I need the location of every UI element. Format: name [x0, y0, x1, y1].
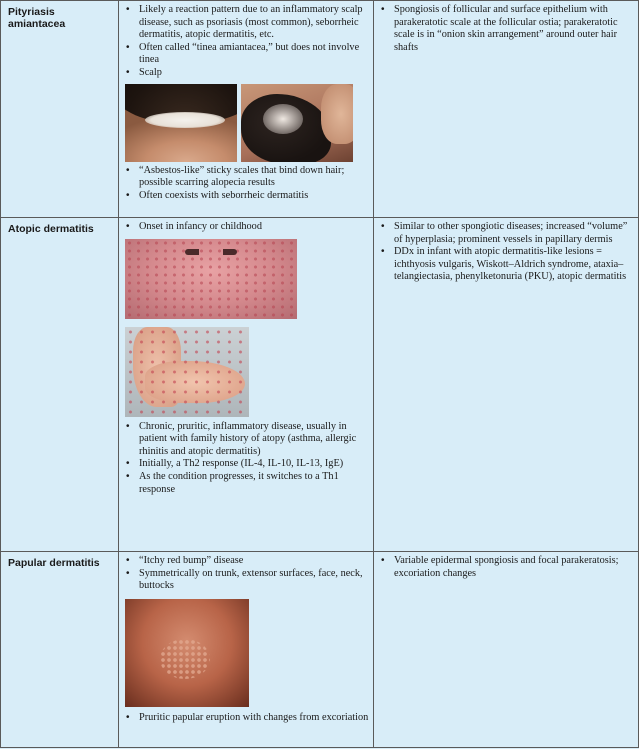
infant-foot-photo — [125, 327, 249, 417]
list-item: • Variable epidermal spongiosis and focal parakeratosis; excoriation changes — [380, 555, 632, 580]
bullet-list — [380, 555, 632, 580]
list-item: • DDx in infant with atopic dermatitis-like lesions = ichthyosis vulgaris, Wiskott–Aldrich syndrome, ataxia–telangiectasia, phenylketonuria (PKU), atopic dermatitis — [380, 246, 632, 284]
list-item: • Onset in infancy or childhood — [125, 221, 369, 234]
scalp-photo-2 — [241, 84, 353, 162]
list-item: • Chronic, pruritic, inflammatory disease, usually in patient with family history of atopy (asthma, allergic rhinitis and atopic dermatitis) — [125, 421, 369, 459]
list-item: • Likely a reaction pattern due to an inflammatory scalp disease, such as psoriasis (most common), seborrheic dermatitis, atopic dermatitis, etc. — [125, 4, 369, 42]
list-item: • Symmetrically on trunk, extensor surfaces, face, neck, buttocks — [125, 568, 369, 593]
table-row-atopic — [1, 218, 639, 552]
term-cell: Pityriasis amiantacea — [1, 1, 119, 218]
bullet-list — [125, 555, 369, 593]
pathology-cell — [374, 218, 639, 552]
infant-face-photo — [125, 239, 297, 319]
image-row — [125, 84, 369, 162]
pathology-cell — [374, 552, 639, 748]
list-item: • Often called “tinea amiantacea,” but does not involve tinea — [125, 42, 369, 67]
list-item: • Pruritic papular eruption with changes from excoriation — [125, 712, 369, 725]
term-cell: Papular dermatitis — [1, 552, 119, 748]
list-item: • “Itchy red bump” disease — [125, 555, 369, 568]
bullet-list — [125, 4, 369, 80]
bullet-list — [380, 4, 632, 54]
description-cell — [119, 218, 374, 552]
list-item: • Initially, a Th2 response (IL-4, IL-10, IL-13, IgE) — [125, 458, 369, 471]
bullet-list — [125, 165, 369, 203]
bullet-list — [125, 221, 369, 234]
list-item: • As the condition progresses, it switches to a Th1 response — [125, 471, 369, 496]
scalp-photo-1 — [125, 84, 237, 162]
pathology-cell — [374, 1, 639, 218]
knee-photo — [125, 599, 249, 707]
list-item: • Often coexists with seborrheic dermatitis — [125, 190, 369, 203]
description-cell — [119, 552, 374, 748]
list-item: • Similar to other spongiotic diseases; increased “volume” of hyperplasia; prominent vessels in papillary dermis — [380, 221, 632, 246]
list-item: • Scalp — [125, 67, 369, 80]
term-cell: Atopic dermatitis — [1, 218, 119, 552]
table-row-papular — [1, 552, 639, 748]
table-row-pityriasis — [1, 1, 639, 218]
bullet-list — [125, 421, 369, 497]
list-item: • “Asbestos-like” sticky scales that bind down hair; possible scarring alopecia results — [125, 165, 369, 190]
description-cell — [119, 1, 374, 218]
bullet-list — [125, 712, 369, 725]
bullet-list — [380, 221, 632, 284]
list-item: • Spongiosis of follicular and surface epithelium with parakeratotic scale at the follicular ostia; parakeratotic scale is in “onion skin arrangement” around outer hair shafts — [380, 4, 632, 54]
